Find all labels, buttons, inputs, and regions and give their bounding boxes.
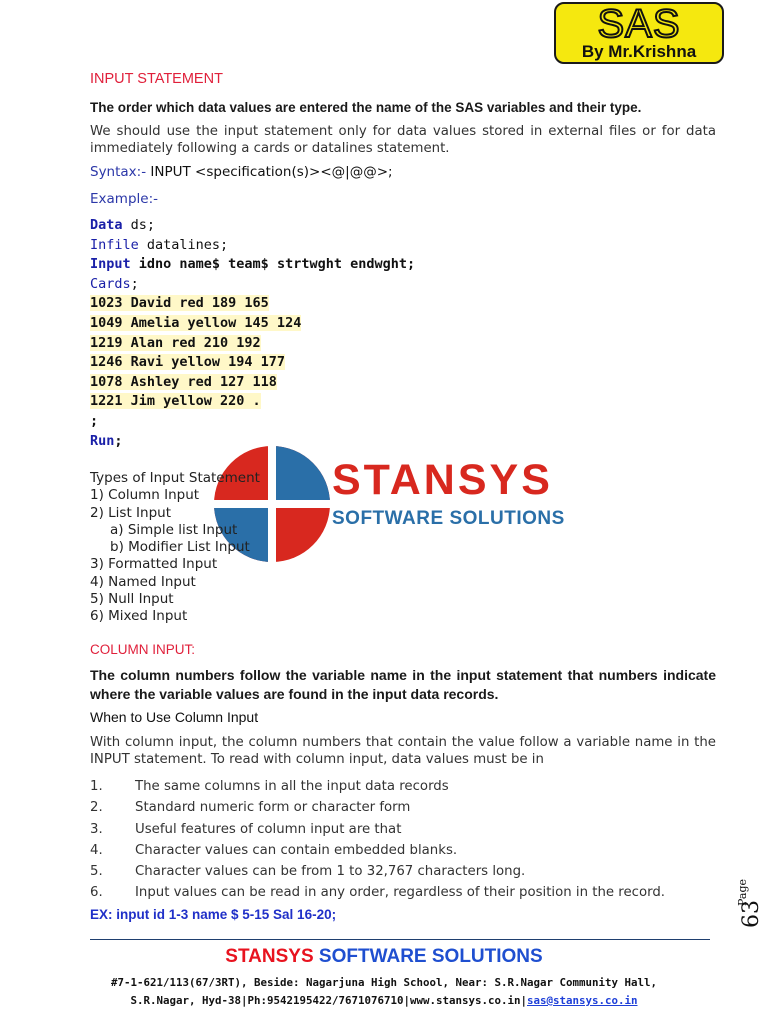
- syntax-text: INPUT <specification(s)><@|@@>;: [150, 164, 393, 180]
- list-item: 6) Mixed Input: [90, 608, 188, 625]
- list-text: Character values can contain embedded blanks.: [135, 842, 458, 858]
- list-item: [90, 776, 716, 797]
- list-item: 5) Null Input: [90, 591, 174, 608]
- code-line: [90, 255, 415, 275]
- footer-divider: [90, 939, 710, 940]
- page-label: Page: [736, 878, 749, 906]
- code-keyword: Data: [90, 217, 123, 233]
- data-row-text: 1023 David red 189 165: [90, 295, 269, 312]
- footer-email-link[interactable]: sas@stansys.co.in: [527, 994, 638, 1007]
- code-line: [90, 236, 415, 256]
- data-row-text: 1078 Ashley red 127 118: [90, 373, 277, 390]
- column-input-bold-text: The column numbers follow the variable name in the input statement that numbers indicate where the variable values are found in the input data records.: [90, 667, 716, 702]
- column-input-rules-list: [90, 776, 716, 904]
- data-row: [90, 334, 415, 354]
- code-keyword: Run: [90, 432, 115, 449]
- list-number: 2.: [90, 800, 103, 816]
- logo-brand: SAS: [597, 2, 681, 46]
- watermark-brand: STANSYS: [332, 456, 553, 504]
- code-keyword: Cards: [90, 275, 131, 292]
- footer-brand: STANSYS: [225, 946, 314, 967]
- code-semicolon: ;: [90, 412, 99, 429]
- list-item: 3) Formatted Input: [90, 556, 218, 573]
- section-heading-input-statement: INPUT STATEMENT: [90, 71, 223, 87]
- list-item: [90, 882, 716, 903]
- footer-contact-text: S.R.Nagar, Hyd-38|Ph:9542195422/7671076710|www.stansys.co.in|: [130, 994, 527, 1007]
- code-text: datalines;: [138, 236, 229, 253]
- data-row: [90, 353, 415, 373]
- list-item: [90, 797, 716, 818]
- code-line: [90, 412, 415, 432]
- code-keyword: Input: [90, 256, 131, 273]
- code-keyword: Infile: [90, 236, 139, 253]
- page-number: [734, 858, 764, 928]
- data-row-text: 1219 Alan red 210 192: [90, 334, 261, 351]
- code-line: [90, 216, 415, 236]
- list-item: b) Modifier List Input: [110, 539, 250, 556]
- list-number: 4.: [90, 842, 103, 858]
- list-text: Input values can be read in any order, regardless of their position in the record.: [135, 885, 666, 901]
- syntax-label: Syntax:-: [90, 164, 147, 180]
- footer-tagline: SOFTWARE SOLUTIONS: [313, 946, 543, 967]
- intro-paragraph: We should use the input statement only for data values stored in external files or for data immediately following a cards or datalines statement.: [90, 124, 716, 156]
- footer-title: [0, 946, 768, 968]
- code-line: [90, 275, 415, 295]
- intro-bold-text: The order which data values are entered the name of the SAS variables and their type.: [90, 100, 642, 115]
- list-item: a) Simple list Input: [110, 521, 238, 538]
- section-heading-column-input: COLUMN INPUT:: [90, 642, 196, 657]
- logo-byline: By Mr.Krishna: [581, 42, 697, 61]
- list-text: Standard numeric form or character form: [135, 800, 411, 816]
- list-number: 5.: [90, 864, 103, 880]
- code-text: idno name$ team$ strtwght endwght;: [130, 256, 416, 273]
- footer-address-line2: [0, 994, 768, 1007]
- types-title: Types of Input Statement: [90, 470, 260, 486]
- code-block: [90, 216, 415, 451]
- list-item: [90, 840, 716, 861]
- data-row: [90, 294, 415, 314]
- list-item: 4) Named Input: [90, 573, 196, 590]
- code-text: ;: [130, 275, 139, 292]
- list-number: 6.: [90, 885, 103, 901]
- data-row: [90, 373, 415, 393]
- sas-logo: [554, 2, 724, 64]
- data-row: [90, 392, 415, 412]
- list-item: 2) List Input: [90, 504, 171, 521]
- code-text: ds;: [122, 217, 156, 233]
- page-number-value: 63: [739, 900, 764, 928]
- when-to-use-heading: When to Use Column Input: [90, 709, 259, 725]
- list-item: 1) Column Input: [90, 487, 200, 504]
- list-item: [90, 861, 716, 882]
- when-to-use-paragraph: With column input, the column numbers that contain the value follow a variable name in the INPUT statement. To read with column input, data values must be in: [90, 735, 716, 767]
- list-item: [90, 819, 716, 840]
- list-number: 3.: [90, 821, 103, 837]
- types-of-input-list: [90, 470, 260, 626]
- list-number: 1.: [90, 779, 103, 794]
- list-text: Useful features of column input are that: [135, 821, 402, 837]
- list-text: Character values can be from 1 to 32,767 characters long.: [135, 864, 526, 880]
- data-row: [90, 314, 415, 334]
- example-label: Example:-: [90, 191, 158, 207]
- watermark-tagline: SOFTWARE SOLUTIONS: [332, 508, 565, 529]
- syntax-line: [90, 164, 393, 180]
- code-text: ;: [114, 432, 123, 449]
- data-row-text: 1246 Ravi yellow 194 177: [90, 354, 286, 371]
- example-code-line: EX: input id 1-3 name $ 5-15 Sal 16-20;: [90, 907, 337, 922]
- data-row-text: 1221 Jim yellow 220 .: [90, 393, 261, 410]
- list-text: The same columns in all the input data records: [135, 779, 449, 794]
- data-row-text: 1049 Amelia yellow 145 124: [90, 314, 302, 331]
- footer-address-line1: #7-1-621/113(67/3RT), Beside: Nagarjuna High School, Near: S.R.Nagar Community Hall,: [110, 976, 658, 989]
